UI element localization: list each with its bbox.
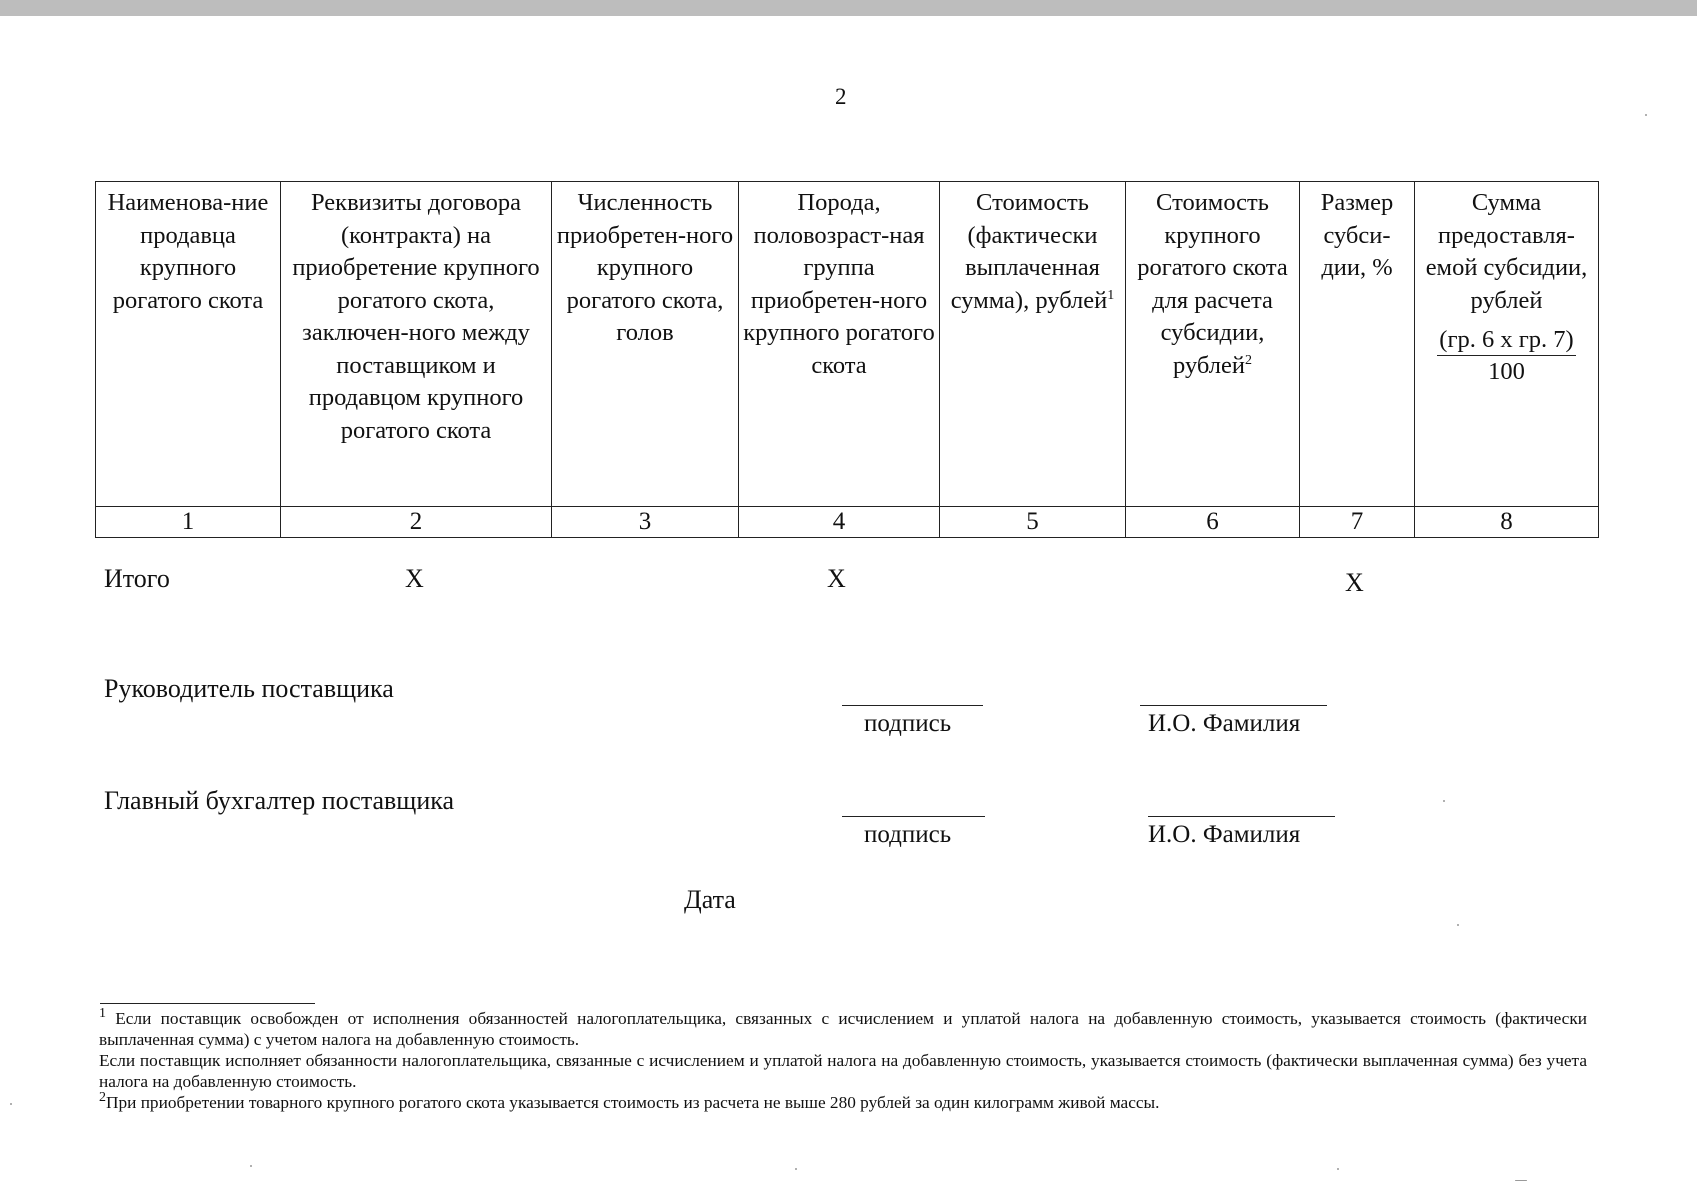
page-number: 2 — [835, 84, 847, 109]
scan-speck — [1645, 114, 1647, 116]
formula-numerator: (гр. 6 х гр. 7) — [1437, 325, 1575, 356]
header-breed-group: Порода, половозраст-ная группа приобретен-ного крупного рогатого скота — [739, 182, 940, 507]
manager-signature-caption: подпись — [864, 710, 952, 737]
header-subsidy-amount: Сумма предоставля-емой субсидии, рублей $\frac{\text{(гр. 6 х гр. 7)}}{100}$ — [1415, 182, 1599, 507]
formula-fraction — [1437, 317, 1575, 387]
column-number: 4 — [739, 507, 940, 538]
accountant-signature-caption: подпись — [864, 821, 952, 848]
manager-name-line — [1140, 705, 1327, 706]
column-number: 5 — [940, 507, 1126, 538]
column-number-row — [96, 507, 1599, 538]
scan-speck — [1457, 924, 1459, 926]
total-label: Итого — [104, 564, 170, 593]
subsidy-calculation-table — [95, 181, 1599, 538]
column-number: 7 — [1300, 507, 1415, 538]
manager-signature-line — [842, 705, 983, 706]
scan-top-border — [0, 0, 1697, 16]
column-number: 3 — [552, 507, 739, 538]
date-label: Дата — [684, 885, 736, 914]
header-cattle-count: Численность приобретен-ного крупного рогатого скота, голов — [552, 182, 739, 507]
scan-speck — [1337, 1168, 1339, 1170]
total-mark-col2: Х — [405, 564, 424, 593]
header-subsidy-rate: Размер субси-дии, % — [1300, 182, 1415, 507]
formula-denominator: 100 — [1488, 357, 1525, 385]
chief-accountant-label: Главный бухгалтер поставщика — [104, 786, 455, 815]
total-mark-col7: Х — [1345, 568, 1364, 597]
footnote-ref-2: 2 — [1244, 352, 1252, 368]
column-number: 1 — [96, 507, 281, 538]
column-number: 8 — [1415, 507, 1599, 538]
footnote-ref-1: 1 — [1107, 287, 1115, 303]
scan-speck — [10, 1103, 12, 1105]
column-number: 6 — [1126, 507, 1300, 538]
header-actual-cost: Стоимость (фактически выплаченная сумма), рублей$^1$ — [940, 182, 1126, 507]
scan-speck — [1515, 1180, 1527, 1181]
scan-speck — [1443, 800, 1445, 802]
footnote-1: $^1$ Если поставщик освобожден от исполнения обязанностей налогоплательщика, связанных с исчислением и уплатой налога на добавленную стоимость, указывается стоимость (фактически выплаченная сумма) с учетом налога на добавленную стоимость. — [99, 1006, 1587, 1049]
accountant-signature-line — [842, 816, 985, 817]
total-mark-col4: Х — [827, 564, 846, 593]
accountant-name-line — [1148, 816, 1335, 817]
scan-speck — [795, 1168, 797, 1170]
manager-label: Руководитель поставщика — [104, 674, 394, 703]
header-cost-for-subsidy: Стоимость крупного рогатого скота для расчета субсидии, рублей$^2$ — [1126, 182, 1300, 507]
column-number: 2 — [281, 507, 552, 538]
header-contract-details: Реквизиты договора (контракта) на приобретение крупного рогатого скота, заключен-ного между поставщиком и продавцом крупного рогатого скота — [281, 182, 552, 507]
header-seller-name: Наименова-ние продавца крупного рогатого скота — [96, 182, 281, 507]
footnotes — [99, 1008, 1587, 1113]
manager-name-caption: И.О. Фамилия — [1148, 710, 1301, 737]
footnote-2: $^2$При приобретении товарного крупного рогатого скота указывается стоимость из расчета не выше 280 рублей за один килограмм живой массы. — [99, 1090, 1160, 1112]
footnote-separator — [100, 1003, 315, 1004]
scan-speck — [250, 1165, 252, 1167]
footnote-1-continued: Если поставщик исполняет обязанности налогоплательщика, связанные с исчислением и уплатой налога на добавленную стоимость, указывается стоимость (фактически выплаченная сумма) без учета налога на добавленную стоимость. — [99, 1051, 1587, 1091]
header-row — [96, 182, 1599, 507]
accountant-name-caption: И.О. Фамилия — [1148, 821, 1301, 848]
